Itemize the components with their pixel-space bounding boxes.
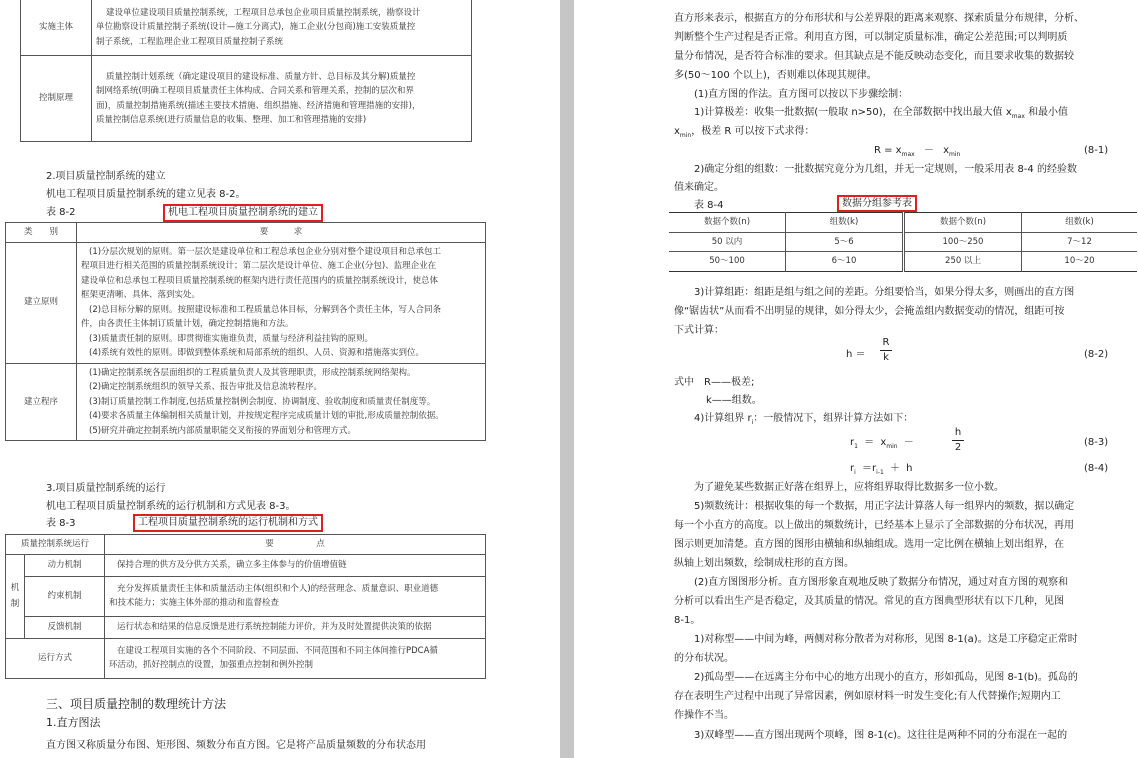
text-line: 单位勘察设计质量控制子系统(设计—施工分离式)，施工企业(分包商)施工安装质量控	[96, 22, 416, 33]
formula-number: (8-4)	[1084, 463, 1109, 474]
row-content	[105, 554, 486, 576]
text-line: (1)确定控制系统各层面组织的工程质量负责人及其管理职责，形成控制系统网络架构。	[89, 367, 416, 378]
column-header: 类 别	[6, 223, 77, 243]
table-row	[6, 638, 486, 678]
text-line: 制子系统，工程监理企业工程项目质量控制子系统	[96, 36, 284, 47]
paragraph-line: 判断整个生产过程是否正常。利用直方图，可以制定质量标准，确定公差范围;可以判明质	[674, 32, 1068, 43]
row-content	[105, 638, 486, 678]
text-line: 质量控制信息系统(进行质量信息的收集、整理、加工和管理措施的安排)	[96, 115, 367, 125]
table-header-row	[669, 213, 1137, 233]
table-cell: 50～100	[669, 252, 786, 272]
text-line: (4)要求各质量主体编制相关质量计划，并按规定程序完成质量计划的审批,形成质量控制依据。	[89, 411, 444, 421]
text-line: 建设单位和总承包工程项目质量控制系统的框架内进行责任范围内的质量控制系统设计，使总体	[81, 275, 439, 286]
text-line: 框架更清晰、具体、落到实处。	[81, 290, 201, 300]
section-intro: 机电工程项目质量控制系统的建立见表 8-2。	[46, 189, 246, 200]
row-label: 运行方式	[6, 638, 105, 678]
table-row	[6, 616, 486, 638]
paragraph-line: 纵轴上划出频数，绘制成柱形的直方图。	[674, 558, 854, 569]
table-header-row	[6, 223, 486, 243]
row-content	[105, 616, 486, 638]
text-line: (5)研究并确定控制系统内部质量职能交叉衔接的界面划分和管理方式。	[89, 425, 357, 436]
paragraph-line: 3)计算组距：组距是组与组之间的差距。分组要恰当，如果分得太多，则画出的直方图	[694, 287, 1075, 298]
paragraph-line: 分析可以看出生产是否稳定，及其质量的情况。常见的直方图典型形状有以下几种，见图	[674, 596, 1064, 607]
table-row	[6, 242, 486, 363]
paragraph: 为了避免某些数据正好落在组界上，应将组界取得比数据多一位小数。	[694, 482, 1004, 493]
text-line: 面)，质量控制措施系统(描述主要技术措施、组织措施、经济措施和管理措施的安排)，	[96, 100, 421, 111]
formula-8-3-lhs: $r_1 = x_{min}$ －	[850, 437, 914, 450]
table-row	[6, 554, 486, 576]
paragraph-line: 图示则更加清楚。直方图的图形由横轴和纵轴组成。选用一定比例在横轴上划出组界，在	[674, 539, 1064, 550]
text-line: (2)确定控制系统组织的领导关系、报告审批及信息流转程序。	[89, 382, 323, 392]
paragraph-line: 下式计算：	[674, 325, 724, 336]
paragraph-line: 8-1。	[674, 615, 701, 626]
row-content	[92, 56, 472, 142]
text-line: (3)制订质量控制工作制度,包括质量控制例会制度、协调制度、验收制度和质量责任制度等。	[89, 396, 436, 407]
paragraph: (1)直方图的作法。直方图可以按以下步骤绘制：	[694, 89, 909, 100]
row-label: 建立程序	[6, 363, 77, 441]
text-line: 运行状态和结果的信息反馈是进行系统控制能力评价，并为及时处置提供决策的依据	[117, 621, 432, 632]
table-header-row	[6, 535, 486, 555]
formula-8-2-lhs: h ＝	[846, 349, 866, 360]
column-header: 要 点	[105, 535, 486, 555]
group-label: 机制	[6, 554, 25, 638]
section-intro: 机电工程项目质量控制系统的运行机制和方式见表 8-3。	[46, 501, 296, 512]
paragraph-line: 量分布情况，是否符合标准的要求。但其缺点是不能反映动态变化，而且要求收集的数据较	[674, 51, 1074, 62]
table-number: 表 8-2	[46, 207, 76, 218]
table-title-highlighted: 工程项目质量控制系统的运行机制和方式	[133, 514, 323, 532]
row-content	[105, 576, 486, 616]
row-content	[77, 242, 486, 363]
left-page	[0, 0, 560, 758]
paragraph-line: 存在表明生产过程中出现了异常因素，例如原材料一时发生变化;有人代替操作;短期内工	[674, 691, 1061, 702]
formula-8-4: $r_i =r_{i-1} + h$	[850, 463, 913, 476]
where-line: k——组数。	[706, 395, 762, 406]
text-line: 充分发挥质量责任主体和质量活动主体(组织和个人)的经营理念、质量意识、职业道德	[117, 583, 439, 594]
table-cell: 5～6	[786, 232, 904, 252]
paragraph-line: $x_{min}$，极差 R 可以按下式求得：	[674, 126, 815, 139]
table-8-1-continued	[20, 0, 472, 142]
formula-number: (8-3)	[1084, 437, 1109, 448]
table-number: 表 8-3	[46, 518, 76, 529]
column-header: 要 求	[77, 223, 486, 243]
table-cell: 10～20	[1064, 256, 1095, 266]
text-line: 制网络系统(明确工程项目质量责任主体构成、合同关系和管理关系，控制的层次和界	[96, 86, 414, 96]
paragraph-line: 3)双峰型——直方图出现两个项峰，图 8-1(c)。这往往是两种不同的分布混在一起的	[694, 730, 1068, 741]
paragraph: 4)计算组界 $r_i$：一般情况下，组界计算方法如下：	[694, 413, 914, 426]
row-label: 反馈机制	[25, 616, 105, 638]
table-title-highlighted: 数据分组参考表	[837, 195, 917, 212]
formula-8-1: $R = x_{max} - x_{min}$	[874, 145, 961, 158]
column-header: 数据个数(n)	[904, 213, 1022, 233]
paragraph-line: 多(50～100 个以上)，否则难以体现其规律。	[674, 70, 877, 81]
table-row	[669, 232, 1137, 252]
table-8-2	[5, 222, 486, 441]
table-cell: 250 以上	[904, 252, 1022, 272]
paragraph-line: 2)确定分组的组数：一批数据究竟分为几组，并无一定规则，一般采用表 8-4 的经验数	[694, 164, 1077, 175]
table-8-4	[669, 212, 1137, 272]
paragraph-line: 每一个小直方的高度。以上做出的频数统计，已经基本上显示了全部数据的分布状况，再用	[674, 520, 1074, 531]
column-header: 组数(k)	[1065, 217, 1094, 227]
formula-8-2-fraction: R k	[880, 336, 892, 365]
formula-number: (8-1)	[1084, 145, 1109, 156]
paragraph-line: 直方形来表示，根据直方的分布形状和与公差界限的距离来观察、探索质量分布规律，分析、	[674, 13, 1084, 24]
table-cell: 7～12	[1067, 236, 1092, 247]
table-number: 表 8-4	[694, 200, 724, 211]
paragraph-line: 作操作不当。	[674, 710, 734, 721]
table-title-highlighted: 机电工程项目质量控制系统的建立	[163, 204, 323, 222]
text-line: 质量控制计划系统（确定建设项目的建设标准、质量方针、总目标及其分解)质量控	[106, 71, 416, 82]
formula-number: (8-2)	[1084, 349, 1109, 360]
paragraph-line: 像“锯齿状”从而看不出明显的规律，如分得太少，会掩盖组内数据变动的情况，组距可按	[674, 306, 1065, 317]
text-line: 保持合理的供方及分供方关系，确立多主体参与的价值增值链	[117, 559, 347, 570]
table-cell: 50 以内	[669, 232, 786, 252]
table-cell: 6～10	[786, 252, 904, 272]
text-line: 建设单位建设项目质量控制系统，工程项目总承包企业项目质量控制系统，勘察设计	[106, 7, 421, 18]
section-heading: 3.项目质量控制系统的运行	[46, 483, 166, 494]
table-row	[21, 0, 472, 56]
table-8-3	[5, 534, 486, 679]
text-line: (2)总目标分解的原则。按照建设标准和工程质量总体目标，分解到各个责任主体，写人合同条	[89, 304, 442, 315]
text-line: (1)分层次规划的原则。第一层次是建设单位和工程总承包企业分别对整个建设项目和总承包工	[89, 246, 442, 257]
column-header: 组数(k)	[786, 213, 904, 233]
paragraph-line: (2)直方图图形分析。直方图形象直观地反映了数据分布情况，通过对直方图的观察和	[694, 577, 1069, 588]
paragraph: 直方图又称质量分布图、矩形图、频数分布直方图。它是将产品质量频数的分布状态用	[46, 740, 426, 751]
text-line: 件，由各责任主体制订质量计划，确定控制措施和方法。	[81, 319, 294, 329]
row-label: 建立原则	[6, 242, 77, 363]
section-heading: 2.项目质量控制系统的建立	[46, 171, 166, 182]
table-cell: 100～250	[904, 232, 1022, 252]
paragraph-line: 1)对称型——中间为峰，两侧对称分散者为对称形，见图 8-1(a)。这是工序稳定正常时	[694, 634, 1078, 645]
text-line: 和技术能力；实施主体外部的推动和监督检查	[109, 598, 280, 608]
column-header: 数据个数(n)	[669, 213, 786, 233]
row-content	[77, 363, 486, 441]
table-row	[6, 576, 486, 616]
paragraph-line: 5)频数统计：根据收集的每一个数据，用正字法计算落人每一组界内的频数，据以确定	[694, 501, 1075, 512]
paragraph-line: 值来确定。	[674, 182, 724, 193]
table-row	[6, 363, 486, 441]
text-line: 在建设工程项目实施的各个不同阶段、不同层面、不同范围和不同主体间推行PDCA循	[117, 645, 438, 656]
row-label: 实施主体	[21, 0, 92, 56]
table-row	[669, 252, 1137, 272]
right-page	[574, 0, 1138, 758]
paragraph-line: 2)孤岛型——在远离主分布中心的地方出现小的直方，形如孤岛，见图 8-1(b)。孤岛的	[694, 672, 1078, 683]
formula-8-3-fraction: h 2	[952, 426, 964, 455]
table-row	[21, 56, 472, 142]
subsection-heading: 1.直方图法	[46, 716, 101, 729]
chapter-heading: 三、项目质量控制的数理统计方法	[46, 697, 227, 711]
text-line: (3)质量责任制的原则。即贯彻谁实施谁负责，质量与经济利益挂钩的原则。	[89, 333, 374, 344]
paragraph-line: 的分布状况。	[674, 653, 734, 664]
paragraph-line: 1)计算极差：收集一批数据(一般取 n>50)，在全部数据中找出最大值 $x_{max}$ 和最小值	[694, 107, 1069, 120]
row-label: 控制原理	[21, 56, 92, 142]
text-line: 程项目进行相关范围的质量控制系统设计；第二层次是设计单位、施工企业(分包)、监理企业在	[81, 261, 437, 271]
where-line: 式中 R——极差;	[674, 377, 755, 388]
row-label: 约束机制	[25, 576, 105, 616]
row-content	[92, 0, 472, 56]
text-line: (4)系统有效性的原则。即做到整体系统和局部系统的组织、人员、资源和措施落实到位。	[89, 348, 425, 358]
text-line: 环活动，抓好控制点的设置，加强重点控制和例外控制	[109, 660, 314, 670]
column-header: 质量控制系统运行	[6, 535, 105, 555]
row-label: 动力机制	[25, 554, 105, 576]
